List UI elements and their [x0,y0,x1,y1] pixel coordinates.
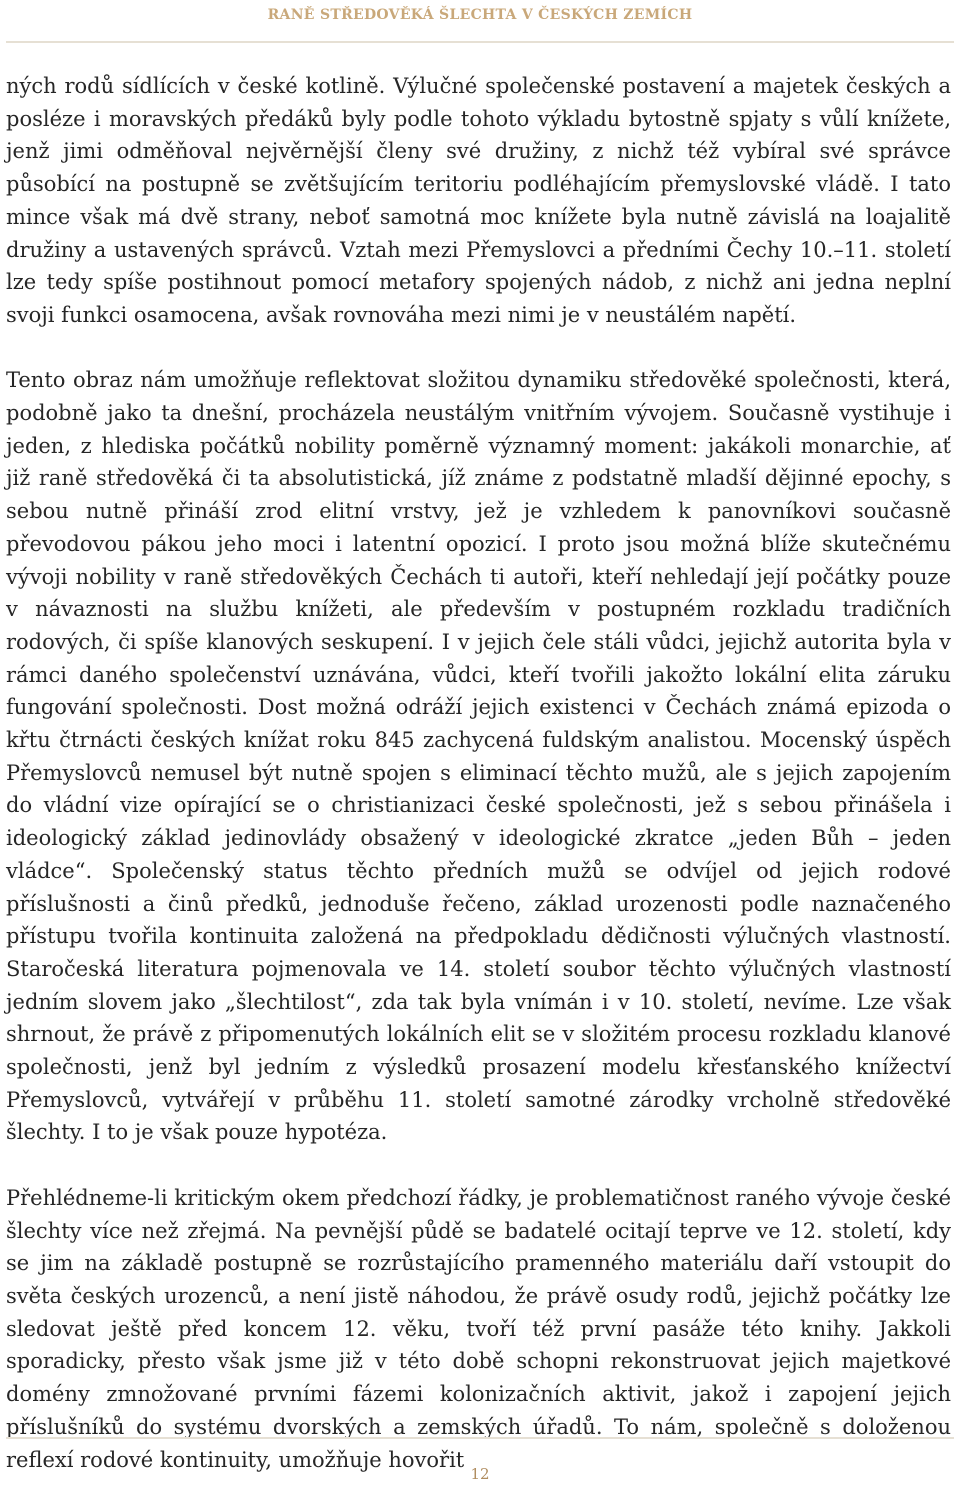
page-number: 12 [470,1465,490,1483]
body-text [6,70,951,1476]
header-divider [6,41,954,43]
paragraph-2: Tento obraz nám umožňuje reflektovat složitou dynamiku středověké společnosti, která, podobně jako ta dnešní, procházela neustálým vnitřním vývojem. Současně vystihuje i jeden, z hlediska počátků nobility poměrně významný moment: jakákoli monarchie, ať již raně středověká či ta absolutistická, jíž známe z podstatně mladší dějinné epochy, s sebou nutně přináší zrod elitní vrstvy, jež je vzhledem k panovníkovi současně převodovou pákou jeho moci i latentní opozicí. I proto jsou možná blíže skutečnému vývoji nobility v raně středověkých Čechách ti autoři, kteří nehledají její počátky pouze v návaznosti na službu knížeti, ale především v postupném rozkladu tradičních rodových, či spíše klanových seskupení. I v jejich čele stáli vůdci, jejichž autorita byla v rámci daného společenství uznávána, vůdci, kteří tvořili jakožto lokální elita záruku fungování společnosti. Dost možná odráží jejich existenci v Čechách známá epizoda o křtu čtrnácti českých knížat roku 845 zachycená fuldským analistou. Mocenský úspěch Přemyslovců nemusel být nutně spojen s eliminací těchto mužů, ale s jejich zapojením do vládní vize opírající se o christianizaci české společnosti, jež s sebou přinášela i ideologický základ jedinovlády obsažený v ideologické zkratce „jeden Bůh – jeden vládce“. Společenský status těchto předních mužů se odvíjel od jejich rodové příslušnosti a činů předků, jednoduše řečeno, základ urozenosti podle naznačeného přístupu tvořila kontinuita založená na předpokladu dědičnosti výlučných vlastností. Staročeská literatura pojmenovala ve 14. století soubor těchto výlučných vlastností jedním slovem jako „šlechtilost“, zda tak byla vnímán i v 10. století, nevíme. Lze však shrnout, že právě z připomenutých lokálních elit se v složitém procesu rozkladu klanové společnosti, jenž byl jedním z výsledků prosazení modelu křesťanského knížectví Přemyslovců, vytvářejí v průběhu 11. století samotné zárodky vrcholně středověké šlechty. I to je však pouze hypotéza. [6,368,951,1145]
footer-divider [6,1437,954,1439]
paragraph-3: Přehlédneme-li kritickým okem předchozí řádky, je problematičnost raného vývoje české šlechty více než zřejmá. Na pevnější půdě se badatelé ocitají teprve ve 12. století, kdy se jim na základě postupně se rozrůstajícího pramenného materiálu daří vstoupit do světa českých urozenců, a není jistě náhodou, že právě osudy rodů, jejichž počátky lze sledovat ještě před koncem 12. věku, tvoří též první pasáže této knihy. Jakkoli sporadicky, přesto však jsme již v této době schopni rekonstruovat jejich majetkové domény zmnožované prvními fázemi kolonizačních aktivit, jakož i zapojení jejich příslušníků do systému dvorských a zemských úřadů. To nám, společně s doloženou reflexí rodové kontinuity, umožňuje hovořit [6,1185,951,1472]
paragraph-1: ných rodů sídlících v české kotlině. Výlučné společenské postavení a majetek českých a posléze i moravských předáků byly podle tohoto výkladu bytostně spjaty s vůlí knížete, jenž jimi odměňoval nejvěrnější členy své družiny, z nichž též vybíral své správce působící na postupně se zvětšujícím teritoriu podléhajícím přemyslovské vládě. I tato mince však má dvě strany, neboť samotná moc knížete byla nutně závislá na loajalitě družiny a ustavených správců. Vztah mezi Přemyslovci a předními Čechy 10.–11. století lze tedy spíše postihnout pomocí metafory spojených nádob, z nichž ani jedna neplní svoji funkci osamocena, avšak rovnováha mezi nimi je v neustálém napětí. [6,74,951,327]
running-header: RANĚ STŘEDOVĚKÁ ŠLECHTA V ČESKÝCH ZEMÍCH [267,7,693,23]
